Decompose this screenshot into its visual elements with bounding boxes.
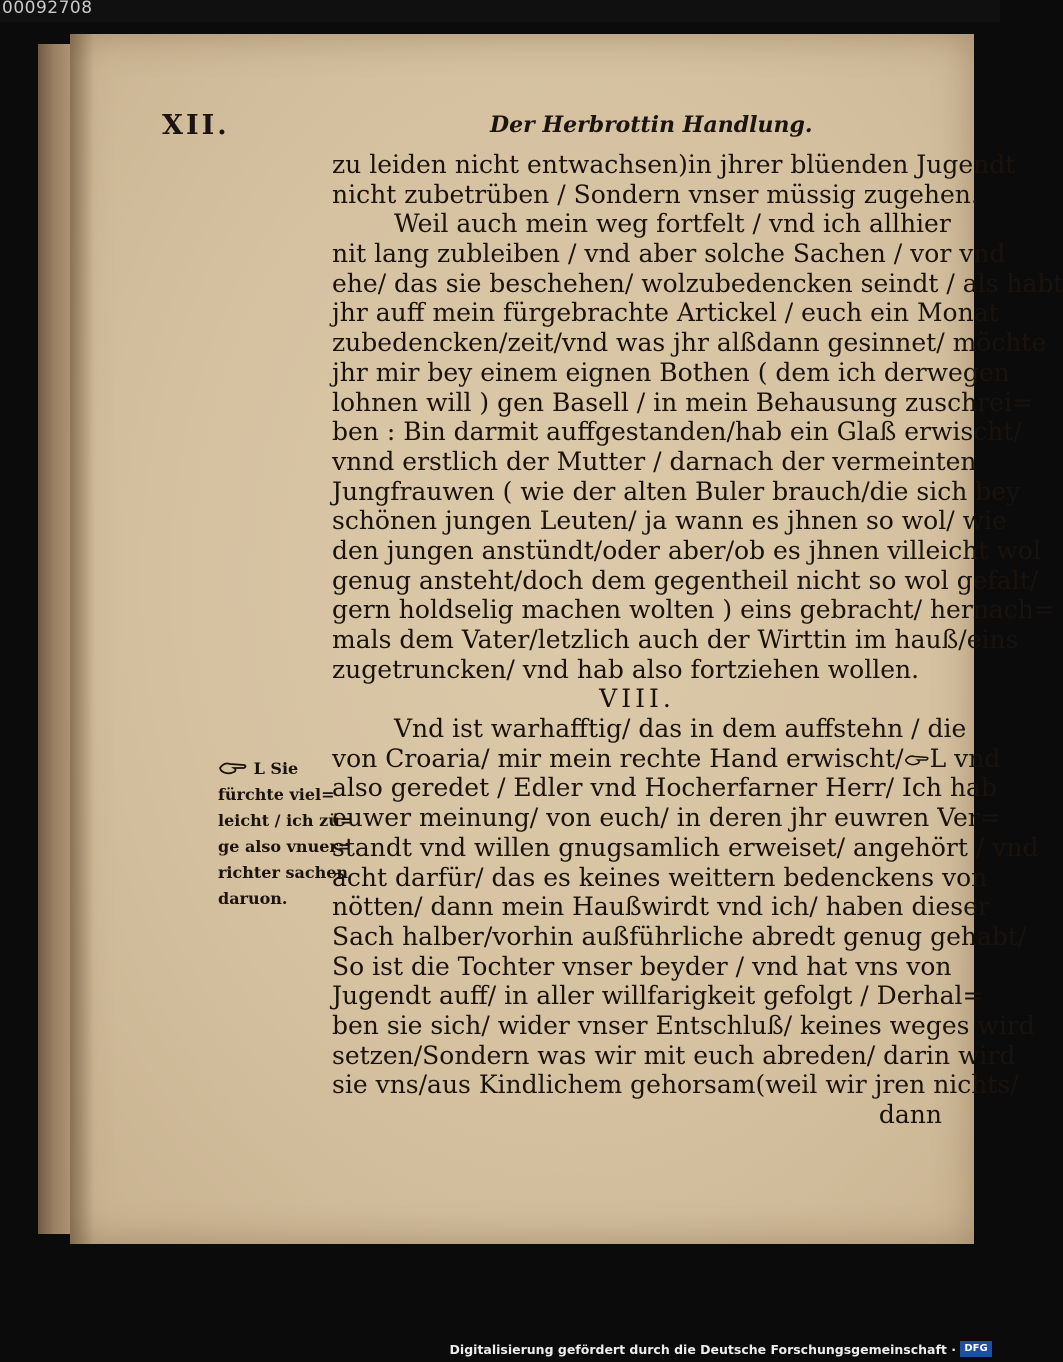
- text-line: also geredet / Edler vnd Hocherfarner Herr/ Ich hab: [332, 773, 997, 803]
- text-line: jhr auff mein fürgebrachte Artickel / euch ein Monat: [332, 298, 999, 328]
- text-line: nötten/ dann mein Haußwirdt vnd ich/ haben dieser: [332, 892, 990, 922]
- page-gutter-shadow: [70, 34, 94, 1244]
- text-line: So ist die Tochter vnser beyder / vnd hat vns von: [332, 951, 952, 981]
- text-line: Jungfrauwen ( wie der alten Buler brauch/die sich bey: [332, 476, 1021, 506]
- text-line: euwer meinung/ von euch/ in deren jhr euwren Ver=: [332, 803, 1001, 833]
- text-line: Vnd ist warhafftig/ das in dem auffstehn / die: [394, 714, 967, 744]
- marginal-line: daruon.: [218, 889, 288, 908]
- marginal-line-text: L Sie: [253, 759, 299, 778]
- marginal-line: leicht / ich zü=: [218, 811, 354, 830]
- text-line: [332, 743, 1001, 774]
- page-folio: XII.: [162, 110, 230, 141]
- funding-credit: Digitalisierung gefördert durch die Deutsche Forschungsgemeinschaft ·: [449, 1342, 956, 1357]
- dfg-logo: DFG: [960, 1341, 992, 1357]
- text-line: Weil auch mein weg fortfelt / vnd ich allhier: [394, 209, 951, 239]
- text-line: genug ansteht/doch dem gegentheil nicht so wol gefalt/: [332, 565, 1039, 595]
- text-line: Sach halber/vorhin außführliche abredt genug gehabt/: [332, 921, 1027, 951]
- text-line: mals dem Vater/letzlich auch der Wirttin im hauß/eins: [332, 625, 1019, 654]
- marginal-line: richter sachen: [218, 863, 349, 882]
- marginal-line: ge also vnuer=: [218, 837, 352, 856]
- text-line: ehe/ das sie beschehen/ wolzubedencken seindt / als habt: [332, 268, 1063, 298]
- text-line: jhr mir bey einem eignen Bothen ( dem ich derwegen: [332, 357, 1010, 387]
- scan-footer: [0, 1338, 1000, 1362]
- section-heading: VIII.: [599, 684, 675, 714]
- text-line: zugetruncken/ vnd hab also fortziehen wollen.: [332, 654, 920, 684]
- text-line: ben : Bin darmit auffgestanden/hab ein Glaß erwischt/: [332, 417, 1022, 447]
- text-line-segment: von Croaria/ mir mein rechte Hand erwischt/: [332, 743, 904, 773]
- text-line: lohnen will ) gen Basell / in mein Behausung zuschrei=: [332, 387, 1033, 417]
- text-line: gern holdselig machen wolten ) eins gebracht/ hernach=: [332, 595, 1055, 625]
- text-line: acht darfür/ das es keines weittern bedenckens von: [332, 862, 988, 892]
- marginal-line: [218, 756, 340, 782]
- text-line: schönen jungen Leuten/ ja wann es jhnen so wol/ wie: [332, 506, 1007, 536]
- scan-top-strip: [0, 0, 1000, 22]
- pointing-hand-icon: [904, 751, 930, 769]
- marginal-line: fürchte viel=: [218, 785, 335, 804]
- pointing-hand-icon: [218, 759, 248, 777]
- text-line: den jungen anstündt/oder aber/ob es jhnen villeicht wol: [332, 535, 1041, 565]
- text-line: vnnd erstlich der Mutter / darnach der vermeinten: [332, 446, 977, 476]
- text-line: zu leiden nicht entwachsen)in jhrer blüenden Jugendt: [332, 150, 1016, 179]
- main-text-block: [332, 150, 1063, 1130]
- scan-identifier: 00092708: [2, 0, 93, 18]
- text-line: nicht zubetrüben / Sondern vnser müssig zugehen.: [332, 179, 979, 209]
- text-line: Jugendt auff/ in aller willfarigkeit gefolgt / Derhal=: [332, 981, 984, 1011]
- text-line-segment: L vnd: [929, 743, 1001, 773]
- running-head: Der Herbrottin Handlung.: [490, 112, 813, 138]
- text-line: ben sie sich/ wider vnser Entschluß/ keines weges wird: [332, 1010, 1035, 1040]
- text-line: sie vns/aus Kindlichem gehorsam(weil wir jren nichts/: [332, 1070, 1019, 1100]
- text-line: zubedencken/zeit/vnd was jhr alßdann gesinnet/ möchte: [332, 328, 1047, 358]
- marginal-note: [218, 756, 354, 912]
- text-line: setzen/Sondern was wir mit euch abreden/ darin wird: [332, 1040, 1016, 1070]
- catchword: dann: [878, 1100, 942, 1129]
- text-line: standt vnd willen gnugsamlich erweiset/ angehört / vnd: [332, 832, 1039, 862]
- text-line: nit lang zubleiben / vnd aber solche Sachen / vor vnd: [332, 239, 1006, 269]
